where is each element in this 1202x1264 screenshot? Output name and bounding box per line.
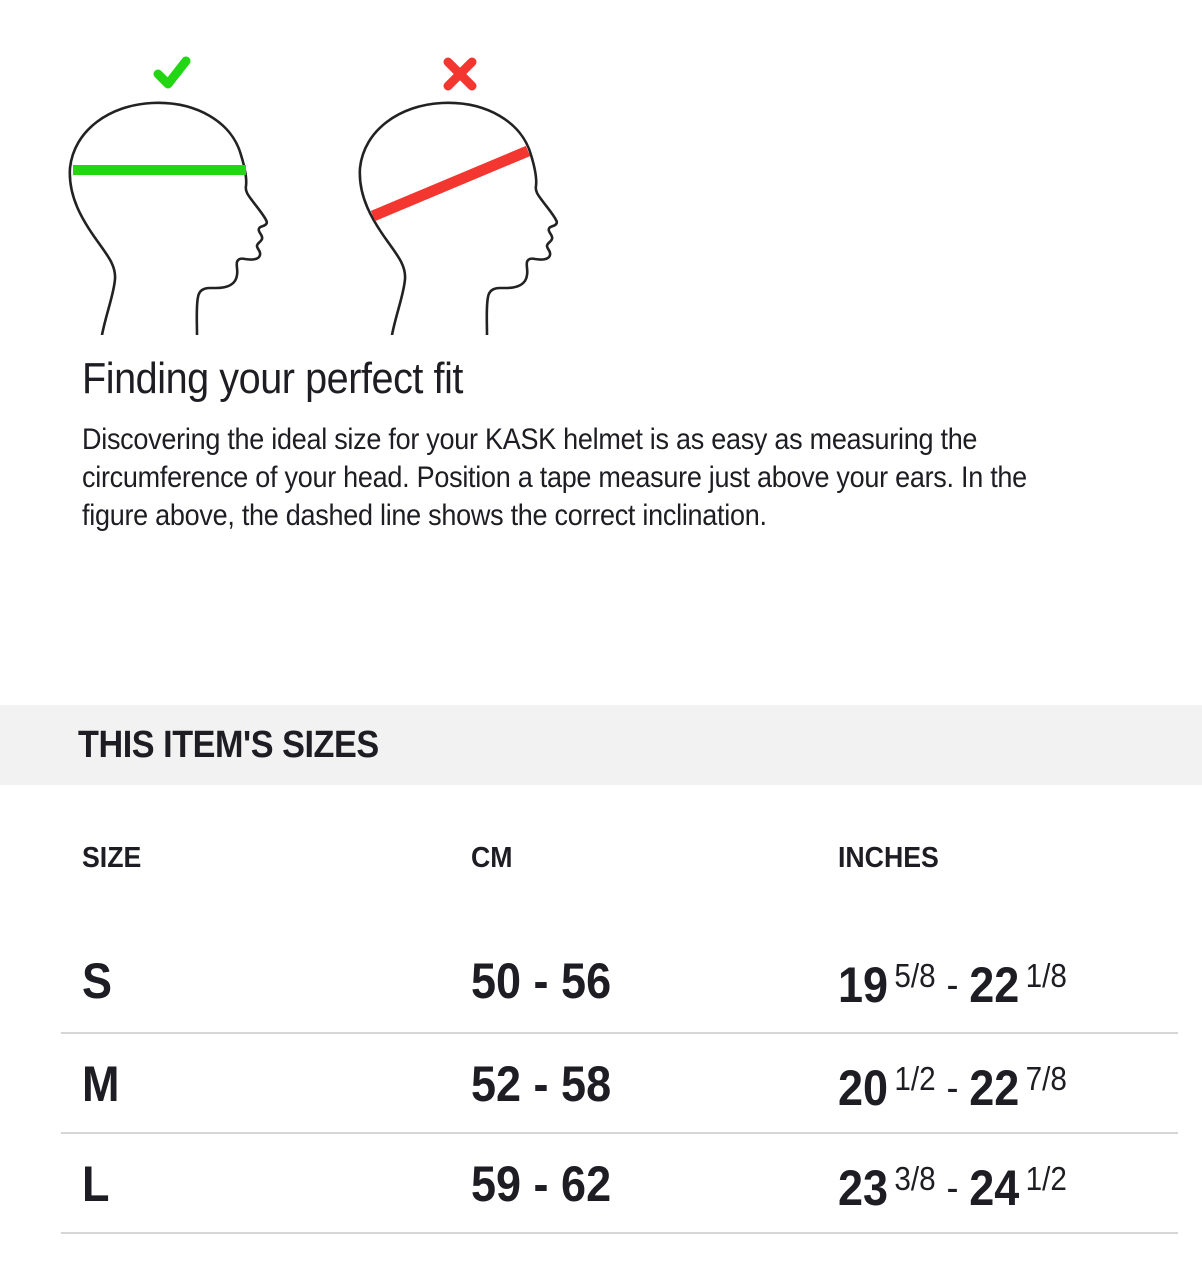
sizes-section-header <box>0 705 1202 785</box>
column-header-cm: CM <box>471 842 513 874</box>
cm-range: 52 - 58 <box>471 1055 612 1112</box>
column-header-inches: INCHES <box>838 842 939 874</box>
column-header-size: SIZE <box>82 842 142 874</box>
fit-guide-description <box>82 421 1202 535</box>
size-label: L <box>82 1155 110 1212</box>
head-correct-measurement-figure <box>60 98 275 335</box>
size-row-s <box>61 950 1178 1034</box>
size-table <box>61 785 1178 1234</box>
description-line: Discovering the ideal size for your KASK helmet is as easy as measuring the <box>82 423 978 456</box>
size-label: S <box>82 952 113 1009</box>
description-line: circumference of your head. Position a tape measure just above your ears. In the <box>82 461 1027 494</box>
x-icon <box>441 56 479 92</box>
fit-guide-heading: Finding your perfect fit <box>82 354 463 403</box>
inches-range: 23 $^{3/8}$ - 24 $^{1/2}$ <box>838 1160 1067 1216</box>
head-incorrect-measurement-figure <box>350 98 565 335</box>
incorrect-measure-line <box>373 151 528 216</box>
size-table-header-row <box>61 785 1178 875</box>
inches-range: 19 $^{5/8}$ - 22 $^{1/8}$ <box>838 957 1067 1013</box>
cm-range: 59 - 62 <box>471 1155 612 1212</box>
size-row-m <box>61 1034 1178 1134</box>
fit-figures <box>0 0 1202 335</box>
check-icon <box>152 54 192 92</box>
cm-range: 50 - 56 <box>471 952 612 1009</box>
inches-range: 20 $^{1/2}$ - 22 $^{7/8}$ <box>838 1060 1067 1116</box>
size-label: M <box>82 1055 120 1112</box>
description-line: figure above, the dashed line shows the correct inclination. <box>82 499 767 532</box>
sizes-section-title: THIS ITEM'S SIZES <box>78 723 379 766</box>
size-row-l <box>61 1134 1178 1234</box>
